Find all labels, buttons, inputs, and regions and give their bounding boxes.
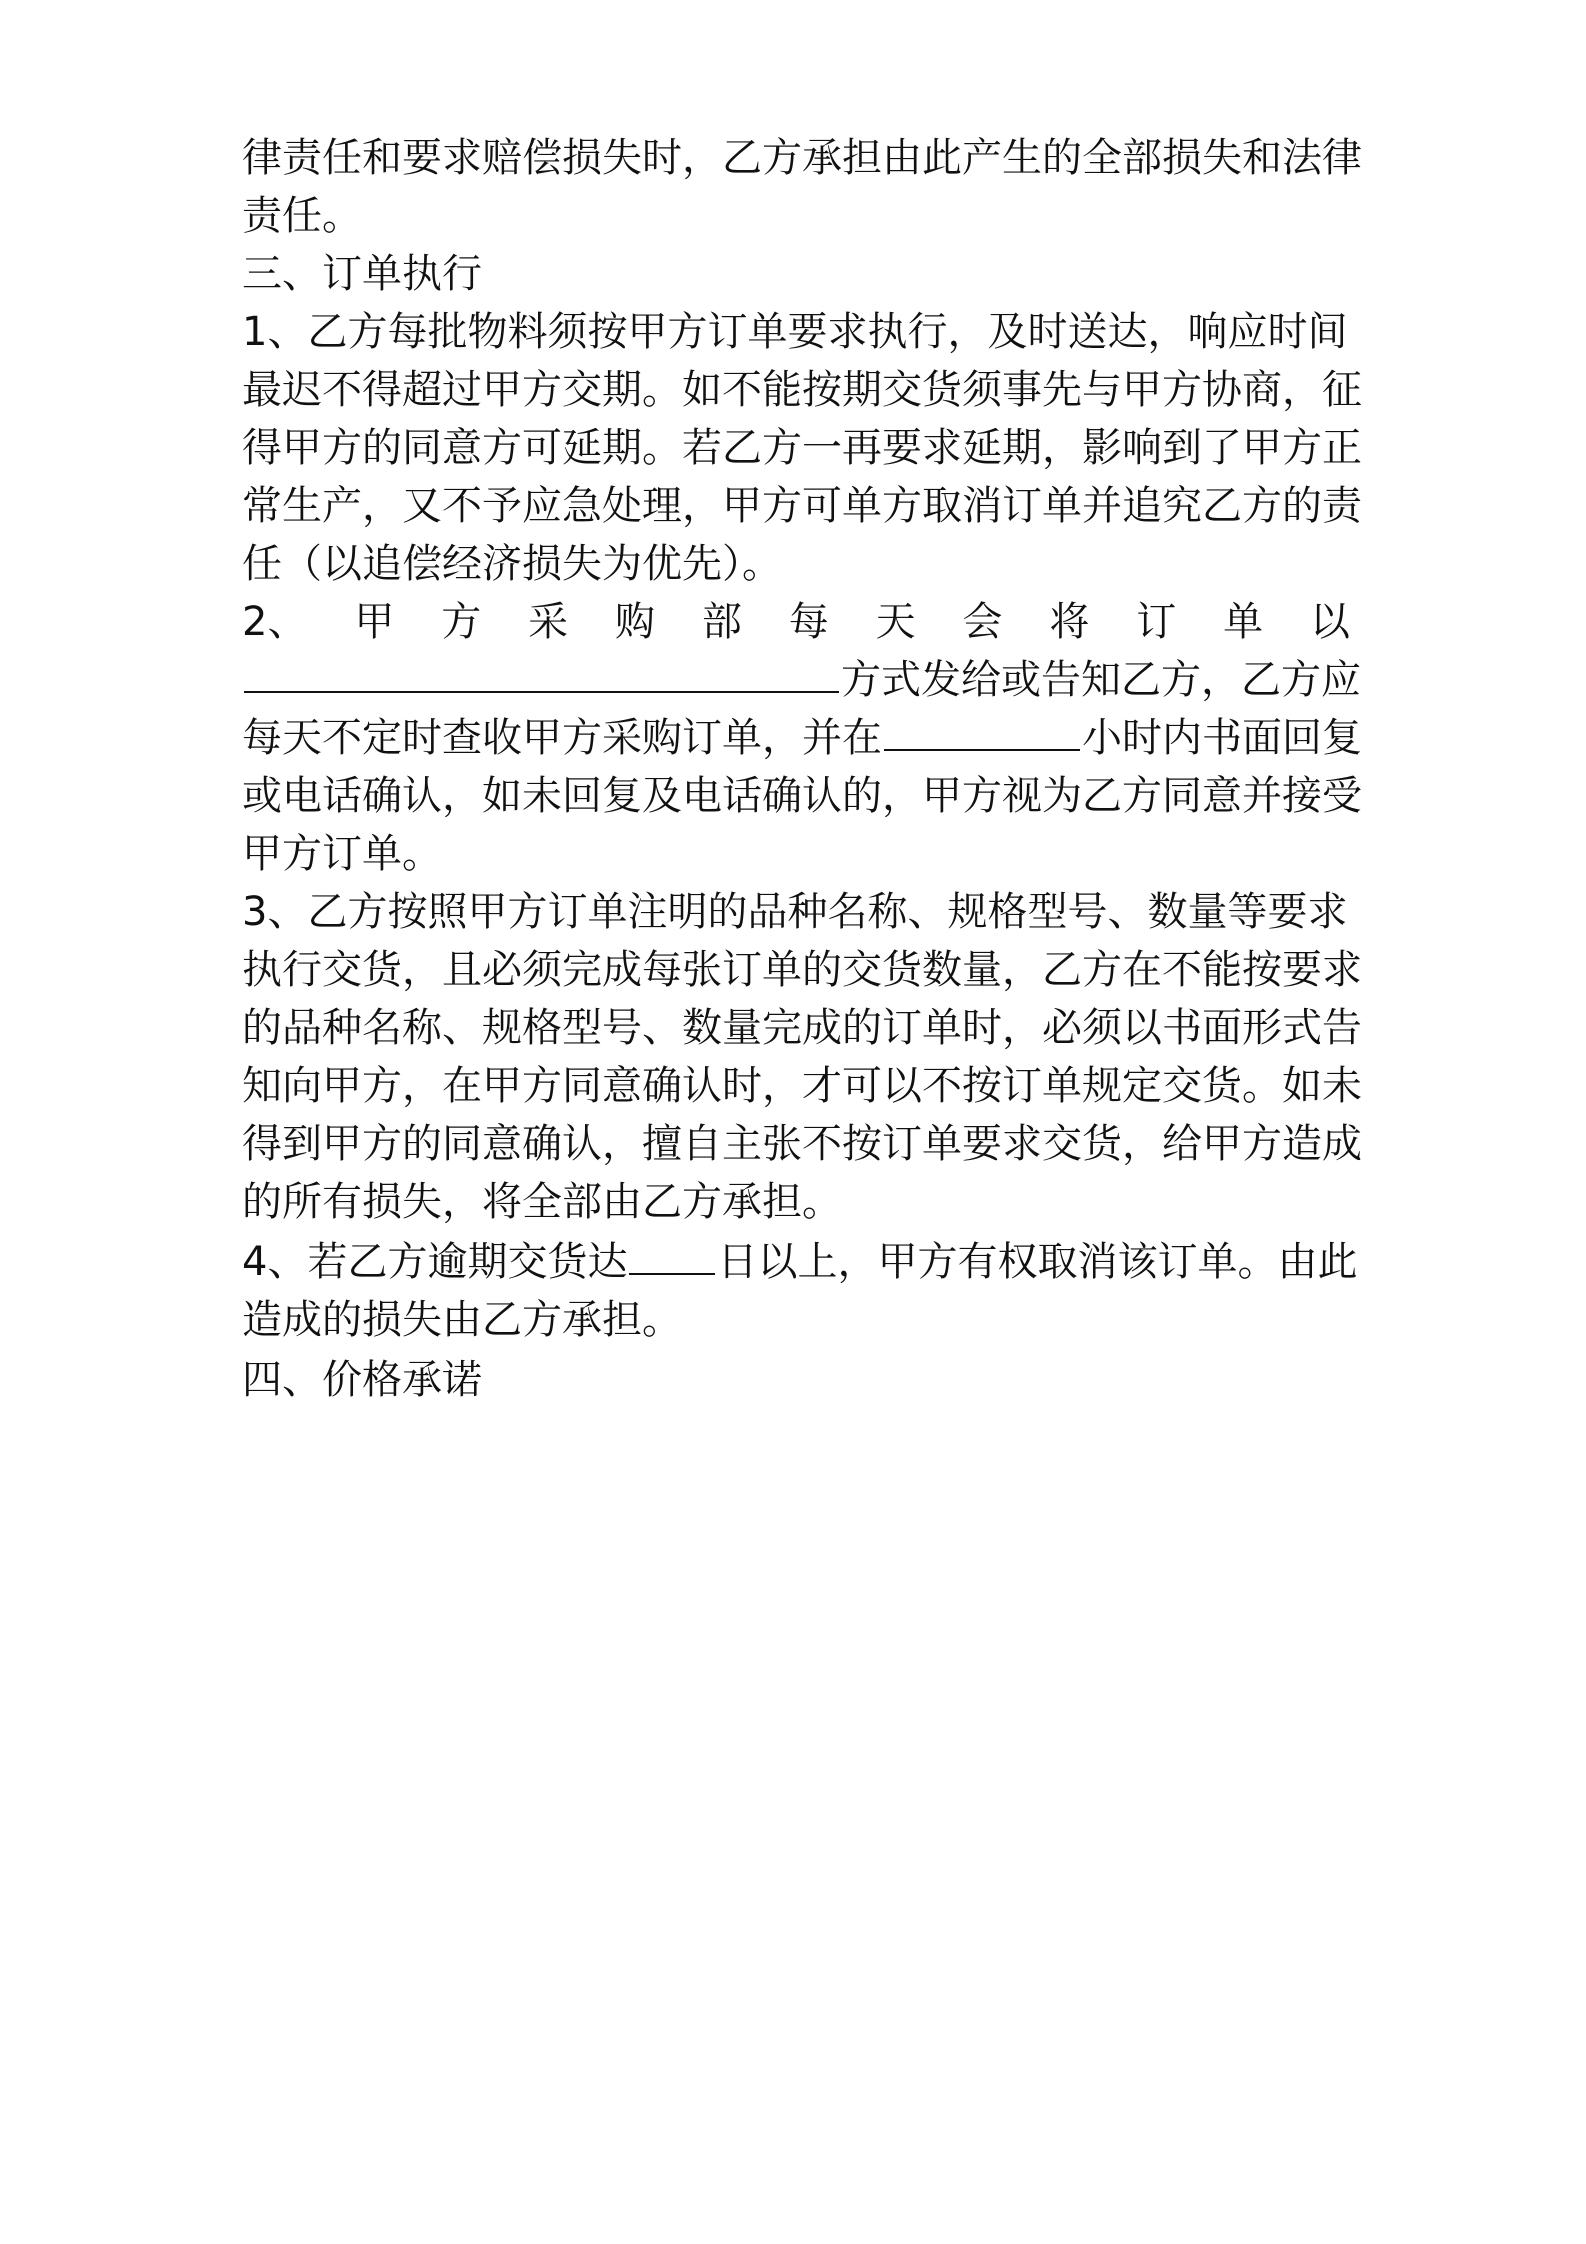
spread-word: 采 [528, 599, 569, 645]
text-line: 得到甲方的同意确认，擅自主张不按订单要求交货，给甲方造成 [242, 1121, 1362, 1167]
text-line: 造成的损失由乙方承担。 [242, 1297, 682, 1343]
spread-word: 以 [1309, 599, 1350, 645]
text-line: 任（以追偿经济损失为优先）。 [242, 541, 782, 587]
text-segment: 4、若乙方逾期交货达 [242, 1239, 628, 1285]
text-line: 常生产，又不予应急处理，甲方可单方取消订单并追究乙方的责 [242, 483, 1362, 529]
spread-word: 每 [788, 599, 829, 645]
text-line: 的所有损失，将全部由乙方承担。 [242, 1179, 842, 1225]
fill-in-blank [884, 709, 1080, 751]
text-line: 的品种名称、规格型号、数量完成的订单时，必须以书面形式告 [242, 1005, 1362, 1051]
text-segment: 方式发给或告知乙方，乙方应 [841, 657, 1361, 703]
text-line: 知向甲方，在甲方同意确认时，才可以不按订单规定交货。如未 [242, 1063, 1362, 1109]
text-line: 执行交货，且必须完成每张订单的交货数量，乙方在不能按要求 [242, 947, 1362, 993]
spread-word: 单 [1223, 599, 1264, 645]
spread-word: 将 [1049, 599, 1090, 645]
fill-in-blank [244, 651, 839, 693]
text-line: 责任。 [242, 193, 362, 239]
text-line: 3、乙方按照甲方订单注明的品种名称、规格型号、数量等要求 [242, 889, 1348, 935]
spread-word: 2、 [242, 599, 308, 645]
spread-word: 部 [701, 599, 742, 645]
section-heading: 三、订单执行 [242, 251, 482, 297]
spread-text-line [242, 592, 1350, 652]
text-segment: 日以上，甲方有权取消该订单。由此 [717, 1239, 1358, 1285]
text-line: 最迟不得超过甲方交期。如不能按期交货须事先与甲方协商，征 [242, 367, 1362, 413]
text-line: 甲方订单。 [242, 831, 442, 877]
spread-word: 订 [1136, 599, 1177, 645]
spread-word: 购 [614, 599, 655, 645]
text-line [242, 650, 1361, 710]
section-heading: 四、价格承诺 [242, 1357, 482, 1403]
text-line: 1、乙方每批物料须按甲方订单要求执行，及时送达，响应时间 [242, 309, 1348, 355]
spread-word: 甲 [354, 599, 395, 645]
text-segment: 小时内书面回复 [1082, 715, 1362, 761]
text-line [242, 708, 1362, 768]
spread-word: 天 [875, 599, 916, 645]
document-page [242, 0, 1362, 2244]
fill-in-blank [629, 1233, 715, 1275]
spread-word: 会 [962, 599, 1003, 645]
text-line: 得甲方的同意方可延期。若乙方一再要求延期，影响到了甲方正 [242, 425, 1362, 471]
text-line [242, 1232, 1358, 1292]
spread-word: 方 [441, 599, 482, 645]
text-line: 或电话确认，如未回复及电话确认的，甲方视为乙方同意并接受 [242, 773, 1362, 819]
text-segment: 每天不定时查收甲方采购订单，并在 [242, 715, 882, 761]
text-line: 律责任和要求赔偿损失时，乙方承担由此产生的全部损失和法律 [242, 135, 1362, 181]
